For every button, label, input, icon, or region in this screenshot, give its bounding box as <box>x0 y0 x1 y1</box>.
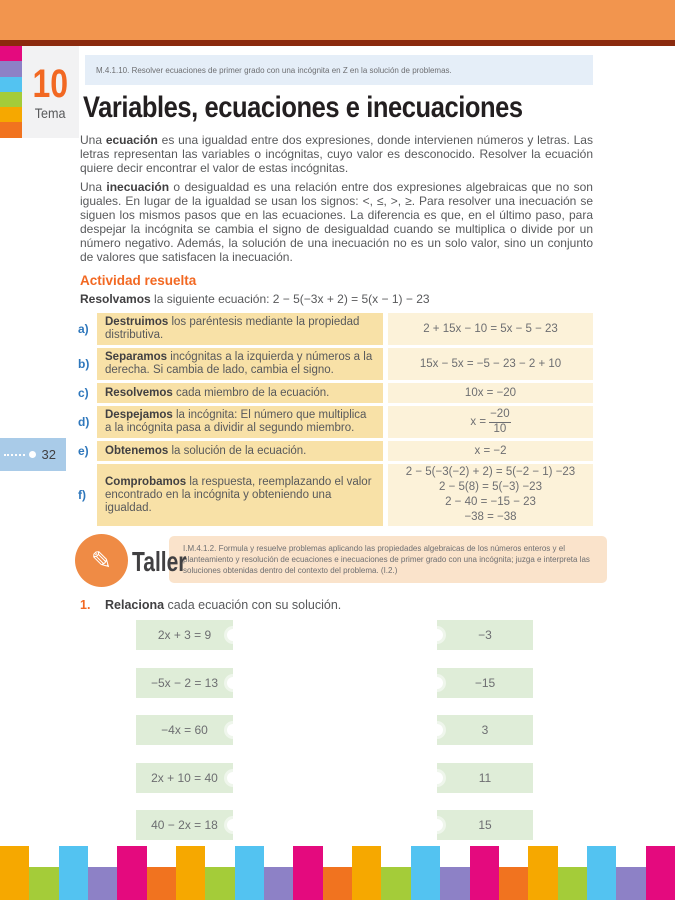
verification-line: 2 − 40 = −15 − 23 <box>445 496 536 508</box>
footer-block <box>147 867 176 900</box>
connector-dot <box>431 724 443 736</box>
footer-block <box>88 867 117 900</box>
footer-block <box>499 867 528 900</box>
footer-block <box>293 846 322 900</box>
equation-card: −5x − 2 = 13 <box>136 668 233 698</box>
table-row <box>78 313 675 345</box>
equation-card: 40 − 2x = 18 <box>136 810 233 840</box>
footer-block <box>440 867 469 900</box>
footer-block <box>411 846 440 900</box>
equation-card: 2x + 10 = 40 <box>136 763 233 793</box>
match-row <box>136 810 675 840</box>
footer-block <box>235 846 264 900</box>
table-row <box>78 464 675 526</box>
footer-block <box>381 867 410 900</box>
tema-label: Tema <box>35 104 66 121</box>
matching-exercise <box>78 620 675 840</box>
step-description: Resolvemos cada miembro de la ecuación. <box>97 383 383 403</box>
footer-block <box>587 846 616 900</box>
worked-steps-table <box>78 313 675 526</box>
taller-badge <box>75 534 128 587</box>
page-content <box>0 46 675 858</box>
footer-blocks <box>0 846 675 900</box>
footer-block <box>470 846 499 900</box>
step-equation: x = $\frac{-20}{10}$ <box>388 406 593 438</box>
table-row <box>78 348 675 380</box>
table-row <box>78 383 675 403</box>
step-description: Destruimos los paréntesis mediante la propiedad distributiva. <box>97 313 383 345</box>
step-letter: a) <box>78 322 89 336</box>
exercise-1-prompt <box>80 598 675 613</box>
verification-line: 2 − 5(−3(−2) + 2) = 5(−2 − 1) −23 <box>405 466 576 478</box>
step-equation: 10x = −20 <box>388 383 593 403</box>
table-row <box>78 406 675 438</box>
step-equation: x = −2 <box>388 441 593 461</box>
connector-dot <box>227 724 239 736</box>
step-equation: 15x − 5x = −5 − 23 − 2 + 10 <box>388 348 593 380</box>
step-letter: f) <box>78 488 86 502</box>
page-number: 32 <box>41 447 56 462</box>
footer-block <box>616 867 645 900</box>
curriculum-standard-text: M.4.1.10. Resolver ecuaciones de primer grado con una incógnita en Z en la solución de problemas. <box>96 65 452 75</box>
connector-dot <box>227 629 239 641</box>
solution-card: 3 <box>437 715 533 745</box>
step-description: Despejamos la incógnita: El número que multiplica a la incógnita pasa a dividir al segundo miembro. <box>97 406 383 438</box>
solution-card: −15 <box>437 668 533 698</box>
table-row <box>78 441 675 461</box>
taller-standard-box: I.M.4.1.2. Formula y resuelve problemas aplicando las propiedades algebraicas de los números enteros y el planteamiento y resolución de ecuaciones e inecuaciones de primer grado con una incógnita; juzga e interpreta las soluciones obtenidas dentro del contexto del problema. (I.2.) <box>169 536 607 583</box>
step-description: Separamos incógnitas a la izquierda y números a la derecha. Si cambia de lado, cambia el signo. <box>97 348 383 380</box>
footer-block <box>59 846 88 900</box>
connector-dot <box>227 772 239 784</box>
step-description: Obtenemos la solución de la ecuación. <box>97 441 383 461</box>
footer-block <box>176 846 205 900</box>
equation-card: −4x = 60 <box>136 715 233 745</box>
footer-block <box>646 846 675 900</box>
connector-dot <box>227 819 239 831</box>
intro-paragraph-inequation: Una inecuación o desigualdad es una relación entre dos expresiones algebraicas que no son iguales. En lugar de la igualdad se usan los signos: <, ≤, >, ≥. Para resolver una inecuación se siguen los mismos pasos que en las ecuaciones. La diferencia es que, en el último paso, para despejar la incógnita se cambia el signo de desigualdad cuando se multiplica o divide por un número negativo. Además, la solución de una inecuación no es un solo valor, sino un conjunto de valores que satisfacen la inecuación. <box>80 180 593 264</box>
step-letter: b) <box>78 357 90 371</box>
leader-dots <box>4 454 25 456</box>
match-row <box>136 668 675 698</box>
step-equation-group <box>388 464 593 526</box>
page-title: Variables, ecuaciones e inecuaciones <box>83 91 523 124</box>
curriculum-standard-box <box>85 55 593 85</box>
footer-block <box>0 846 29 900</box>
footer-block <box>117 846 146 900</box>
step-equation: 2 + 15x − 10 = 5x − 5 − 23 <box>388 313 593 345</box>
tema-number: 10 <box>32 61 69 106</box>
solution-card: 11 <box>437 763 533 793</box>
step-letter: d) <box>78 415 90 429</box>
taller-label: Taller <box>132 546 187 577</box>
verification-line: −38 = −38 <box>464 511 517 523</box>
equation-card: 2x + 3 = 9 <box>136 620 233 650</box>
connector-dot <box>431 772 443 784</box>
match-row <box>136 763 675 793</box>
connector-dot <box>227 677 239 689</box>
page-number-tab <box>0 438 66 471</box>
taller-section <box>75 534 675 590</box>
match-row <box>136 715 675 745</box>
match-row <box>136 620 675 650</box>
solved-activity-intro: Resolvamos la siguiente ecuación: 2 − 5(−3x + 2) = 5(x − 1) − 23 <box>80 292 430 306</box>
intro-paragraph-equation: Una ecuación es una igualdad entre dos expresiones, donde intervienen números y letras. Las letras representan las variables o incógnitas, cuyo valor es desconocido. Resolver la ecuación quiere decir encontrar el valor de estas incógnitas. <box>80 133 593 175</box>
pencil-icon: ✎ <box>91 546 112 575</box>
fraction: $\frac{-20}{10}$ <box>490 408 510 435</box>
exercise-text: Relaciona cada ecuación con su solución. <box>105 598 342 612</box>
footer-block <box>29 867 58 900</box>
footer-block <box>558 867 587 900</box>
solved-activity-heading: Actividad resuelta <box>80 273 197 288</box>
leader-bullet <box>29 451 36 458</box>
footer-block <box>205 867 234 900</box>
connector-dot <box>431 819 443 831</box>
step-description: Comprobamos la respuesta, reemplazando el valor encontrado en la incógnita y obteniendo una igualdad. <box>97 464 383 526</box>
step-letter: c) <box>78 386 89 400</box>
verification-line: 2 − 5(8) = 5(−3) −23 <box>439 481 542 493</box>
solution-card: 15 <box>437 810 533 840</box>
top-banner <box>0 0 675 40</box>
step-letter: e) <box>78 444 89 458</box>
solution-card: −3 <box>437 620 533 650</box>
footer-block <box>323 867 352 900</box>
footer-block <box>352 846 381 900</box>
exercise-number: 1. <box>80 598 91 612</box>
footer-block <box>264 867 293 900</box>
connector-dot <box>431 629 443 641</box>
connector-dot <box>431 677 443 689</box>
footer-block <box>528 846 557 900</box>
